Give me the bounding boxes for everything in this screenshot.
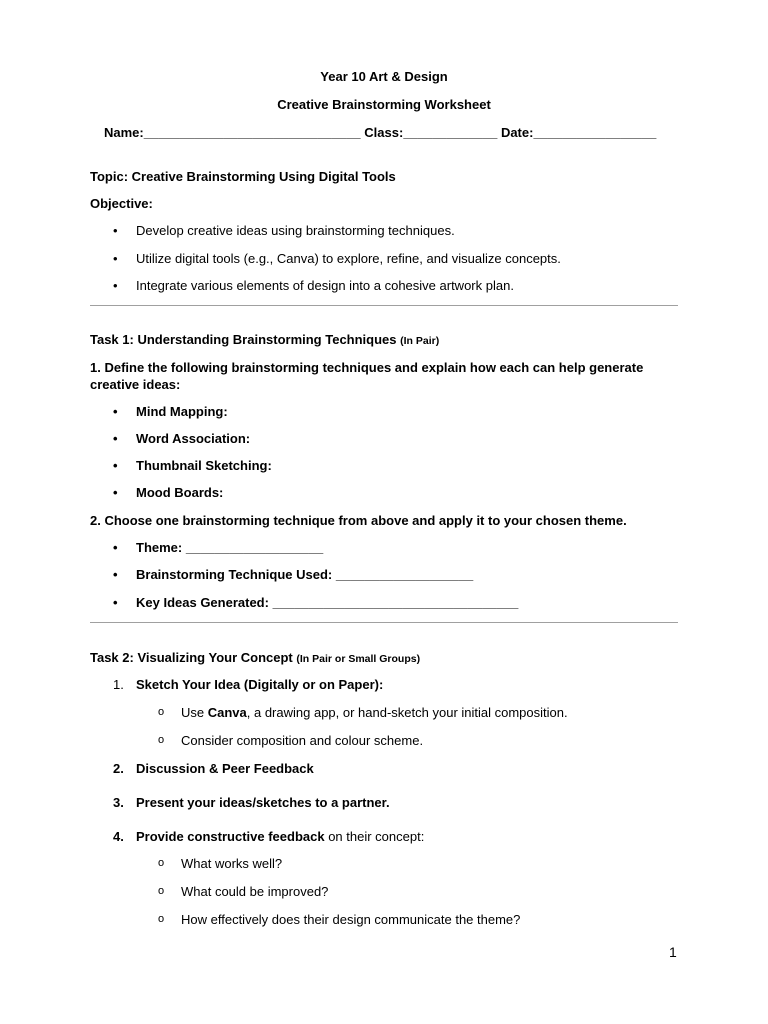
sub-bullet-icon: o — [158, 734, 165, 746]
step4-text — [136, 829, 424, 844]
key-ideas-label: Key Ideas Generated: — [136, 595, 269, 610]
class-label: Class: — [364, 125, 404, 140]
step1-sub-composition: Consider composition and colour scheme. — [181, 733, 424, 748]
technique-item: Mood Boards: — [136, 485, 224, 500]
step4-bold: Provide constructive feedback — [136, 829, 325, 844]
task2-title: Task 2: Visualizing Your Concept — [90, 650, 293, 665]
class-blank[interactable]: _____________ — [403, 125, 498, 140]
sub-text-prefix: Use — [181, 705, 208, 720]
date-label: Date: — [500, 125, 534, 140]
key-ideas-blank[interactable]: __________________________________ — [272, 595, 519, 610]
key-ideas-field — [136, 595, 518, 610]
feedback-question: How effectively does their design communicate the theme? — [181, 912, 521, 927]
student-info-line — [104, 125, 656, 140]
technique-item: Mind Mapping: — [136, 404, 228, 419]
objective-item: Utilize digital tools (e.g., Canva) to explore, refine, and visualize concepts. — [136, 251, 561, 266]
name-label: Name: — [104, 125, 144, 140]
bullet-icon: • — [113, 567, 118, 582]
name-blank[interactable]: ______________________________ — [143, 125, 361, 140]
bullet-icon: • — [113, 458, 118, 473]
step-number: 3. — [113, 795, 124, 810]
sub-bullet-icon: o — [158, 913, 165, 925]
task1-mode: (In Pair) — [400, 335, 440, 347]
bullet-icon: • — [113, 223, 118, 238]
feedback-question: What works well? — [181, 856, 283, 871]
bullet-icon: • — [113, 278, 118, 293]
section-divider — [90, 622, 678, 623]
bullet-icon: • — [113, 404, 118, 419]
step1-sub-canva — [181, 705, 568, 720]
sub-bullet-icon: o — [158, 885, 165, 897]
task1-heading — [90, 332, 439, 347]
task1-question1-line1: 1. Define the following brainstorming techniques and explain how each can help generate — [90, 360, 644, 375]
step-number: 2. — [113, 761, 124, 776]
step1-text: Sketch Your Idea (Digitally or on Paper): — [136, 677, 384, 692]
step-number: 4. — [113, 829, 124, 844]
step4-rest: on their concept: — [324, 829, 425, 844]
bullet-icon: • — [113, 485, 118, 500]
objective-item: Develop creative ideas using brainstorming techniques. — [136, 223, 455, 238]
canva-emphasis: Canva — [207, 705, 247, 720]
bullet-icon: • — [113, 540, 118, 555]
topic-heading: Topic: Creative Brainstorming Using Digital Tools — [90, 169, 396, 184]
task1-question2: 2. Choose one brainstorming technique from above and apply it to your chosen theme. — [90, 513, 627, 528]
sub-text-rest: , a drawing app, or hand-sketch your initial composition. — [246, 705, 568, 720]
technique-item: Word Association: — [136, 431, 251, 446]
bullet-icon: • — [113, 595, 118, 610]
objective-item: Integrate various elements of design into a cohesive artwork plan. — [136, 278, 514, 293]
theme-blank[interactable]: ___________________ — [185, 540, 324, 555]
theme-field — [136, 540, 323, 555]
worksheet-title: Creative Brainstorming Worksheet — [277, 97, 491, 112]
technique-used-blank[interactable]: ___________________ — [335, 567, 474, 582]
task2-mode: (In Pair or Small Groups) — [296, 653, 421, 665]
bullet-icon: • — [113, 431, 118, 446]
date-blank[interactable]: _________________ — [533, 125, 657, 140]
step3-text: Present your ideas/sketches to a partner. — [136, 795, 390, 810]
sub-bullet-icon: o — [158, 706, 165, 718]
step-number: 1. — [113, 677, 124, 692]
feedback-question: What could be improved? — [181, 884, 329, 899]
task1-title: Task 1: Understanding Brainstorming Techniques — [90, 332, 397, 347]
section-divider — [90, 305, 678, 306]
course-title: Year 10 Art & Design — [320, 69, 448, 84]
page-number: 1 — [669, 944, 677, 960]
objective-heading: Objective: — [90, 196, 153, 211]
theme-label: Theme: — [136, 540, 183, 555]
task1-question1-line2: creative ideas: — [90, 377, 181, 392]
technique-used-label: Brainstorming Technique Used: — [136, 567, 333, 582]
step2-text: Discussion & Peer Feedback — [136, 761, 314, 776]
technique-used-field — [136, 567, 473, 582]
bullet-icon: • — [113, 251, 118, 266]
sub-bullet-icon: o — [158, 857, 165, 869]
technique-item: Thumbnail Sketching: — [136, 458, 272, 473]
task2-heading — [90, 650, 420, 665]
